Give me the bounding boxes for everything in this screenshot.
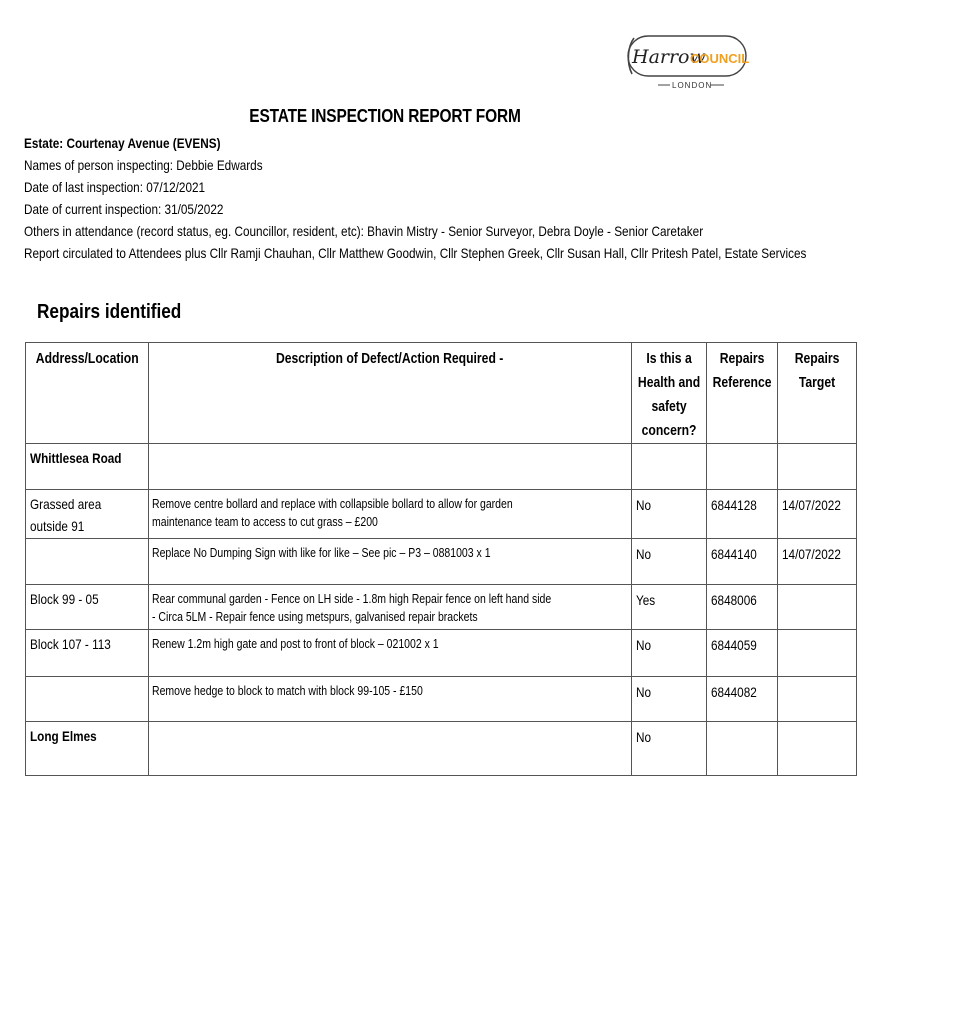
- address-cell: [26, 677, 149, 722]
- page-title: ESTATE INSPECTION REPORT FORM: [249, 106, 521, 126]
- circulated-line: Report circulated to Attendees plus Cllr Ramji Chauhan, Cllr Matthew Goodwin, Cllr Stephen Greek, Cllr Susan Hall, Cllr Pritesh Patel, Estate Services: [24, 245, 807, 261]
- hs-cell: Yes: [631, 585, 706, 630]
- description-cell: Remove hedge to block to match with block 99-105 - £150: [149, 677, 631, 722]
- inspector-line: Names of person inspecting: Debbie Edwards: [24, 157, 263, 173]
- target-cell: [777, 444, 856, 490]
- logo-script-text: Harrow: [632, 46, 706, 68]
- table-row: [26, 490, 857, 539]
- table-row: [26, 677, 857, 722]
- hs-cell: No: [631, 490, 706, 539]
- attendance-line: Others in attendance (record status, eg. Councillor, resident, etc): Bhavin Mistry - Senior Surveyor, Debra Doyle - Senior Caretaker: [24, 223, 704, 239]
- address-cell: Whittlesea Road: [26, 444, 149, 490]
- table-row: [26, 444, 857, 490]
- reference-cell: [706, 722, 777, 776]
- target-cell: [777, 722, 856, 776]
- report-meta: [24, 132, 955, 264]
- table-header-row: [26, 343, 857, 444]
- reference-cell: 6844082: [706, 677, 777, 722]
- address-cell: [26, 539, 149, 585]
- estate-line: Estate: Courtenay Avenue (EVENS): [24, 135, 221, 151]
- hs-cell: No: [631, 677, 706, 722]
- table-row: [26, 539, 857, 585]
- address-cell: Block 107 - 113: [26, 630, 149, 677]
- target-cell: [777, 677, 856, 722]
- header-target: Repairs Target: [777, 343, 856, 444]
- target-cell: [777, 585, 856, 630]
- description-cell: [149, 444, 631, 490]
- header-reference: Repairs Reference: [706, 343, 777, 444]
- reference-cell: 6844059: [706, 630, 777, 677]
- description-cell: Replace No Dumping Sign with like for like – See pic – P3 – 0881003 x 1: [149, 539, 631, 585]
- hs-cell: No: [631, 722, 706, 776]
- target-cell: [777, 630, 856, 677]
- table-row: [26, 630, 857, 677]
- header-description: Description of Defect/Action Required -: [149, 343, 631, 444]
- target-cell: 14/07/2022: [777, 539, 856, 585]
- logo-london-text: LONDON: [672, 81, 713, 90]
- logo-council-text: COUNCIL: [690, 51, 750, 66]
- reference-cell: 6844140: [706, 539, 777, 585]
- header-address: Address/Location: [26, 343, 149, 444]
- reference-cell: 6848006: [706, 585, 777, 630]
- repairs-table: [25, 342, 857, 776]
- hs-cell: No: [631, 630, 706, 677]
- description-cell: Remove centre bollard and replace with collapsible bollard to allow for garden maintenance team to access to cut grass – £200: [149, 490, 631, 539]
- target-cell: 14/07/2022: [777, 490, 856, 539]
- description-cell: Renew 1.2m high gate and post to front of block – 021002 x 1: [149, 630, 631, 677]
- table-row: [26, 585, 857, 630]
- description-cell: Rear communal garden - Fence on LH side - 1.8m high Repair fence on left hand side - Circa 5LM - Repair fence using metspurs, galvanised repair brackets: [149, 585, 631, 630]
- table-row: [26, 722, 857, 776]
- harrow-council-logo: [614, 26, 754, 92]
- section-title: Repairs identified: [37, 301, 182, 323]
- reference-cell: 6844128: [706, 490, 777, 539]
- hs-cell: No: [631, 539, 706, 585]
- address-cell: Long Elmes: [26, 722, 149, 776]
- address-cell: Block 99 - 05: [26, 585, 149, 630]
- description-cell: [149, 722, 631, 776]
- address-cell: Grassed area outside 91: [26, 490, 149, 539]
- header-health-safety: Is this a Health and safety concern?: [631, 343, 706, 444]
- last-inspection-line: Date of last inspection: 07/12/2021: [24, 179, 206, 195]
- current-inspection-line: Date of current inspection: 31/05/2022: [24, 201, 224, 217]
- hs-cell: [631, 444, 706, 490]
- reference-cell: [706, 444, 777, 490]
